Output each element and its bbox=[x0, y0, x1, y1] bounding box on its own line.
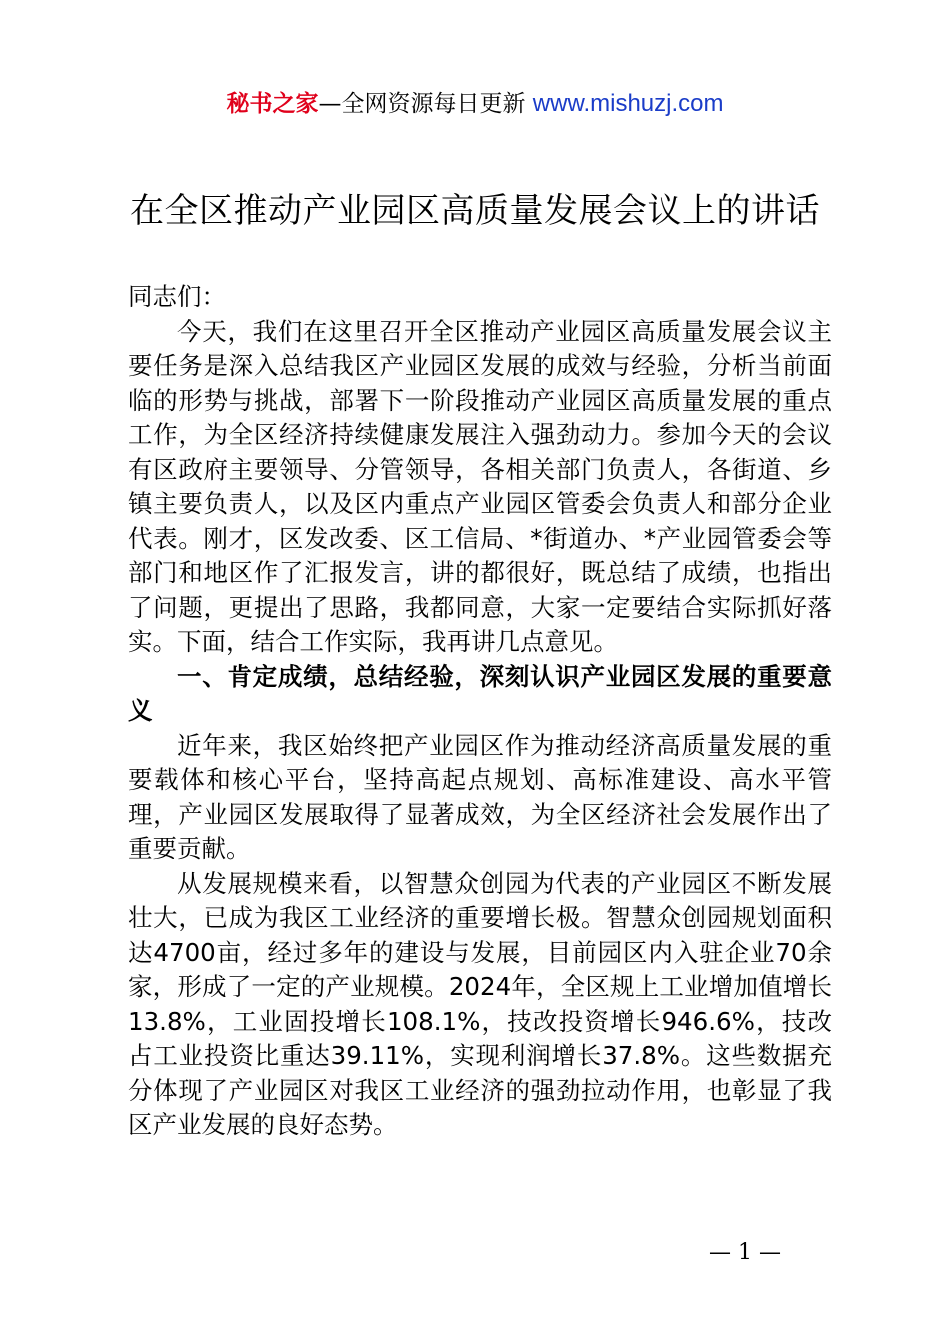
header-tagline: —全网资源每日更新 bbox=[318, 91, 533, 117]
paragraph-scale: 从发展规模来看，以智慧众创园为代表的产业园区不断发展壮大，已成为我区工业经济的重要增长极。智慧众创园规划面积达4700亩，经过多年的建设与发展，目前园区内入驻企业70余家，形成了一定的产业规模。2024年，全区规上工业增加值增长13.8%，工业固投增长108.1%，技改投资增长946.6%，技改占工业投资比重达39.11%，实现利润增长37.8%。这些数据充分体现了产业园区对我区工业经济的强劲拉动作用，也彰显了我区产业发展的良好态势。 bbox=[128, 868, 832, 1139]
paragraph-intro: 今天，我们在这里召开全区推动产业园区高质量发展会议主要任务是深入总结我区产业园区发展的成效与经验，分析当前面临的形势与挑战，部署下一阶段推动产业园区高质量发展的重点工作，为全区经济持续健康发展注入强劲动力。参加今天的会议有区政府主要领导、分管领导，各相关部门负责人，各街道、乡镇主要负责人，以及区内重点产业园区管委会负责人和部分企业代表。刚才，区发改委、区工信局、*街道办、*产业园管委会等部门和地区作了汇报发言，讲的都很好，既总结了成绩，也指出了问题，更提出了思路，我都同意，大家一定要结合实际抓好落实。下面，结合工作实际，我再讲几点意见。 bbox=[128, 316, 832, 656]
site-url[interactable]: www.mishuzj.com bbox=[532, 90, 724, 117]
page-number: — 1 — bbox=[709, 1240, 781, 1265]
document-title: 在全区推动产业园区高质量发展会议上的讲话 bbox=[130, 191, 820, 231]
brand-name: 秘书之家 bbox=[226, 91, 319, 117]
site-header bbox=[0, 88, 950, 120]
salutation: 同志们： bbox=[128, 282, 226, 311]
section-heading-1: 一、肯定成绩，总结经验，深刻认识产业园区发展的重要意义 bbox=[128, 661, 832, 725]
document-body bbox=[128, 280, 832, 1143]
paragraph-achievements: 近年来，我区始终把产业园区作为推动经济高质量发展的重要载体和核心平台，坚持高起点规划、高标准建设、高水平管理，产业园区发展取得了显著成效，为全区经济社会发展作出了重要贡献。 bbox=[128, 730, 832, 863]
